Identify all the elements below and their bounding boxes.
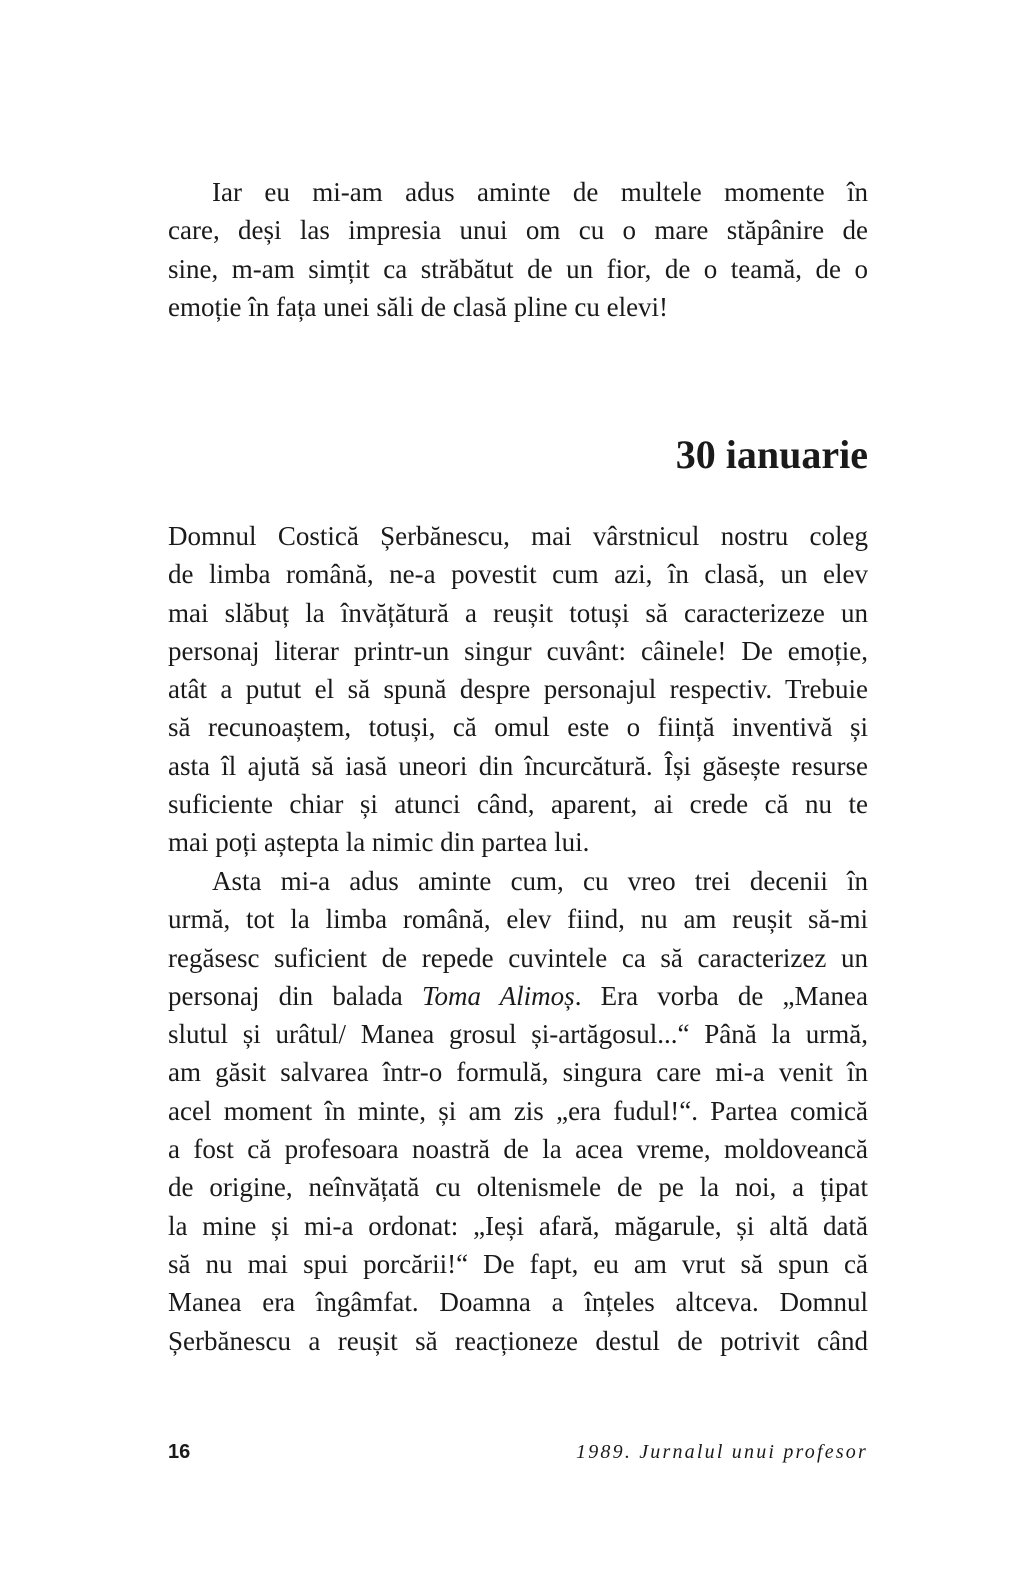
text-segment: . Era vorba de „Manea (574, 980, 868, 1011)
paragraph-1 (168, 173, 868, 326)
text-line: Iar eu mi-am adus aminte de multele momente în (212, 177, 868, 207)
text-line: regăsesc suficient de repede cuvintele ca să caracterizez un (168, 942, 868, 973)
text-line: Domnul Costică Șerbănescu, mai vârstnicul nostru coleg (168, 521, 868, 551)
text-line: care, deși las impresia unui om cu o mare stăpânire de (168, 215, 868, 246)
text-line: de origine, neînvățată cu oltenismele de pe la noi, a țipat (168, 1172, 868, 1203)
text-line: acel moment în minte, și am zis „era fudul!“. Partea comică (168, 1095, 868, 1126)
text-line: mai slăbuț la învățătură a reușit totuși să caracterizeze un (168, 597, 868, 628)
text-line: suficiente chiar și atunci când, aparent, ai crede că nu te (168, 789, 868, 820)
text-line: Șerbănescu a reușit să reacționeze destul de potrivit când (168, 1325, 868, 1356)
text-line: mai poți aștepta la nimic din partea lui. (168, 827, 590, 858)
text-line: Manea era îngâmfat. Doamna a înțeles altceva. Domnul (168, 1287, 868, 1318)
text-line: personaj literar printr-un singur cuvânt: câinele! De emoție, (168, 635, 868, 666)
text-line: sine, m-am simțit ca străbătut de un fior, de o teamă, de o (168, 253, 868, 284)
page-number: 16 (168, 1441, 191, 1463)
text-line: am găsit salvarea într-o formulă, singura care mi-a venit în (168, 1057, 868, 1088)
text-line: atât a putut el să spună despre personajul respectiv. Trebuie (168, 674, 868, 705)
section-heading: 30 ianuarie (675, 432, 868, 477)
paragraph-3 (168, 862, 868, 1360)
text-line: asta îl ajută să iasă uneori din încurcătură. Își găsește resurse (168, 750, 868, 781)
text-line: a fost că profesoara noastră de la acea vreme, moldoveancă (168, 1134, 868, 1165)
text-line-with-title (168, 977, 868, 1015)
paragraph-2 (168, 517, 868, 862)
running-title: 1989. Jurnalul unui profesor (576, 1441, 868, 1463)
text-line: la mine și mi-a ordonat: „Ieși afară, măgarule, și altă dată (168, 1210, 868, 1241)
text-line: să nu mai spui porcării!“ De fapt, eu am vrut să spun că (168, 1248, 868, 1279)
text-line: să recunoaștem, totuși, că omul este o ființă inventivă și (168, 712, 868, 743)
ballad-title: Toma Alimoș (421, 980, 575, 1011)
text-line: urmă, tot la limba română, elev fiind, nu am reușit să-mi (168, 904, 868, 935)
text-line: de limba română, ne-a povestit cum azi, în clasă, un elev (168, 559, 868, 590)
text-segment: personaj din balada (168, 980, 422, 1011)
text-line: slutul și urâtul/ Manea grosul și-artăgosul...“ Până la urmă, (168, 1019, 868, 1050)
text-line: emoție în fața unei săli de clasă pline cu elevi! (168, 291, 669, 322)
text-line: Asta mi-a adus aminte cum, cu vreo trei decenii în (212, 866, 868, 896)
